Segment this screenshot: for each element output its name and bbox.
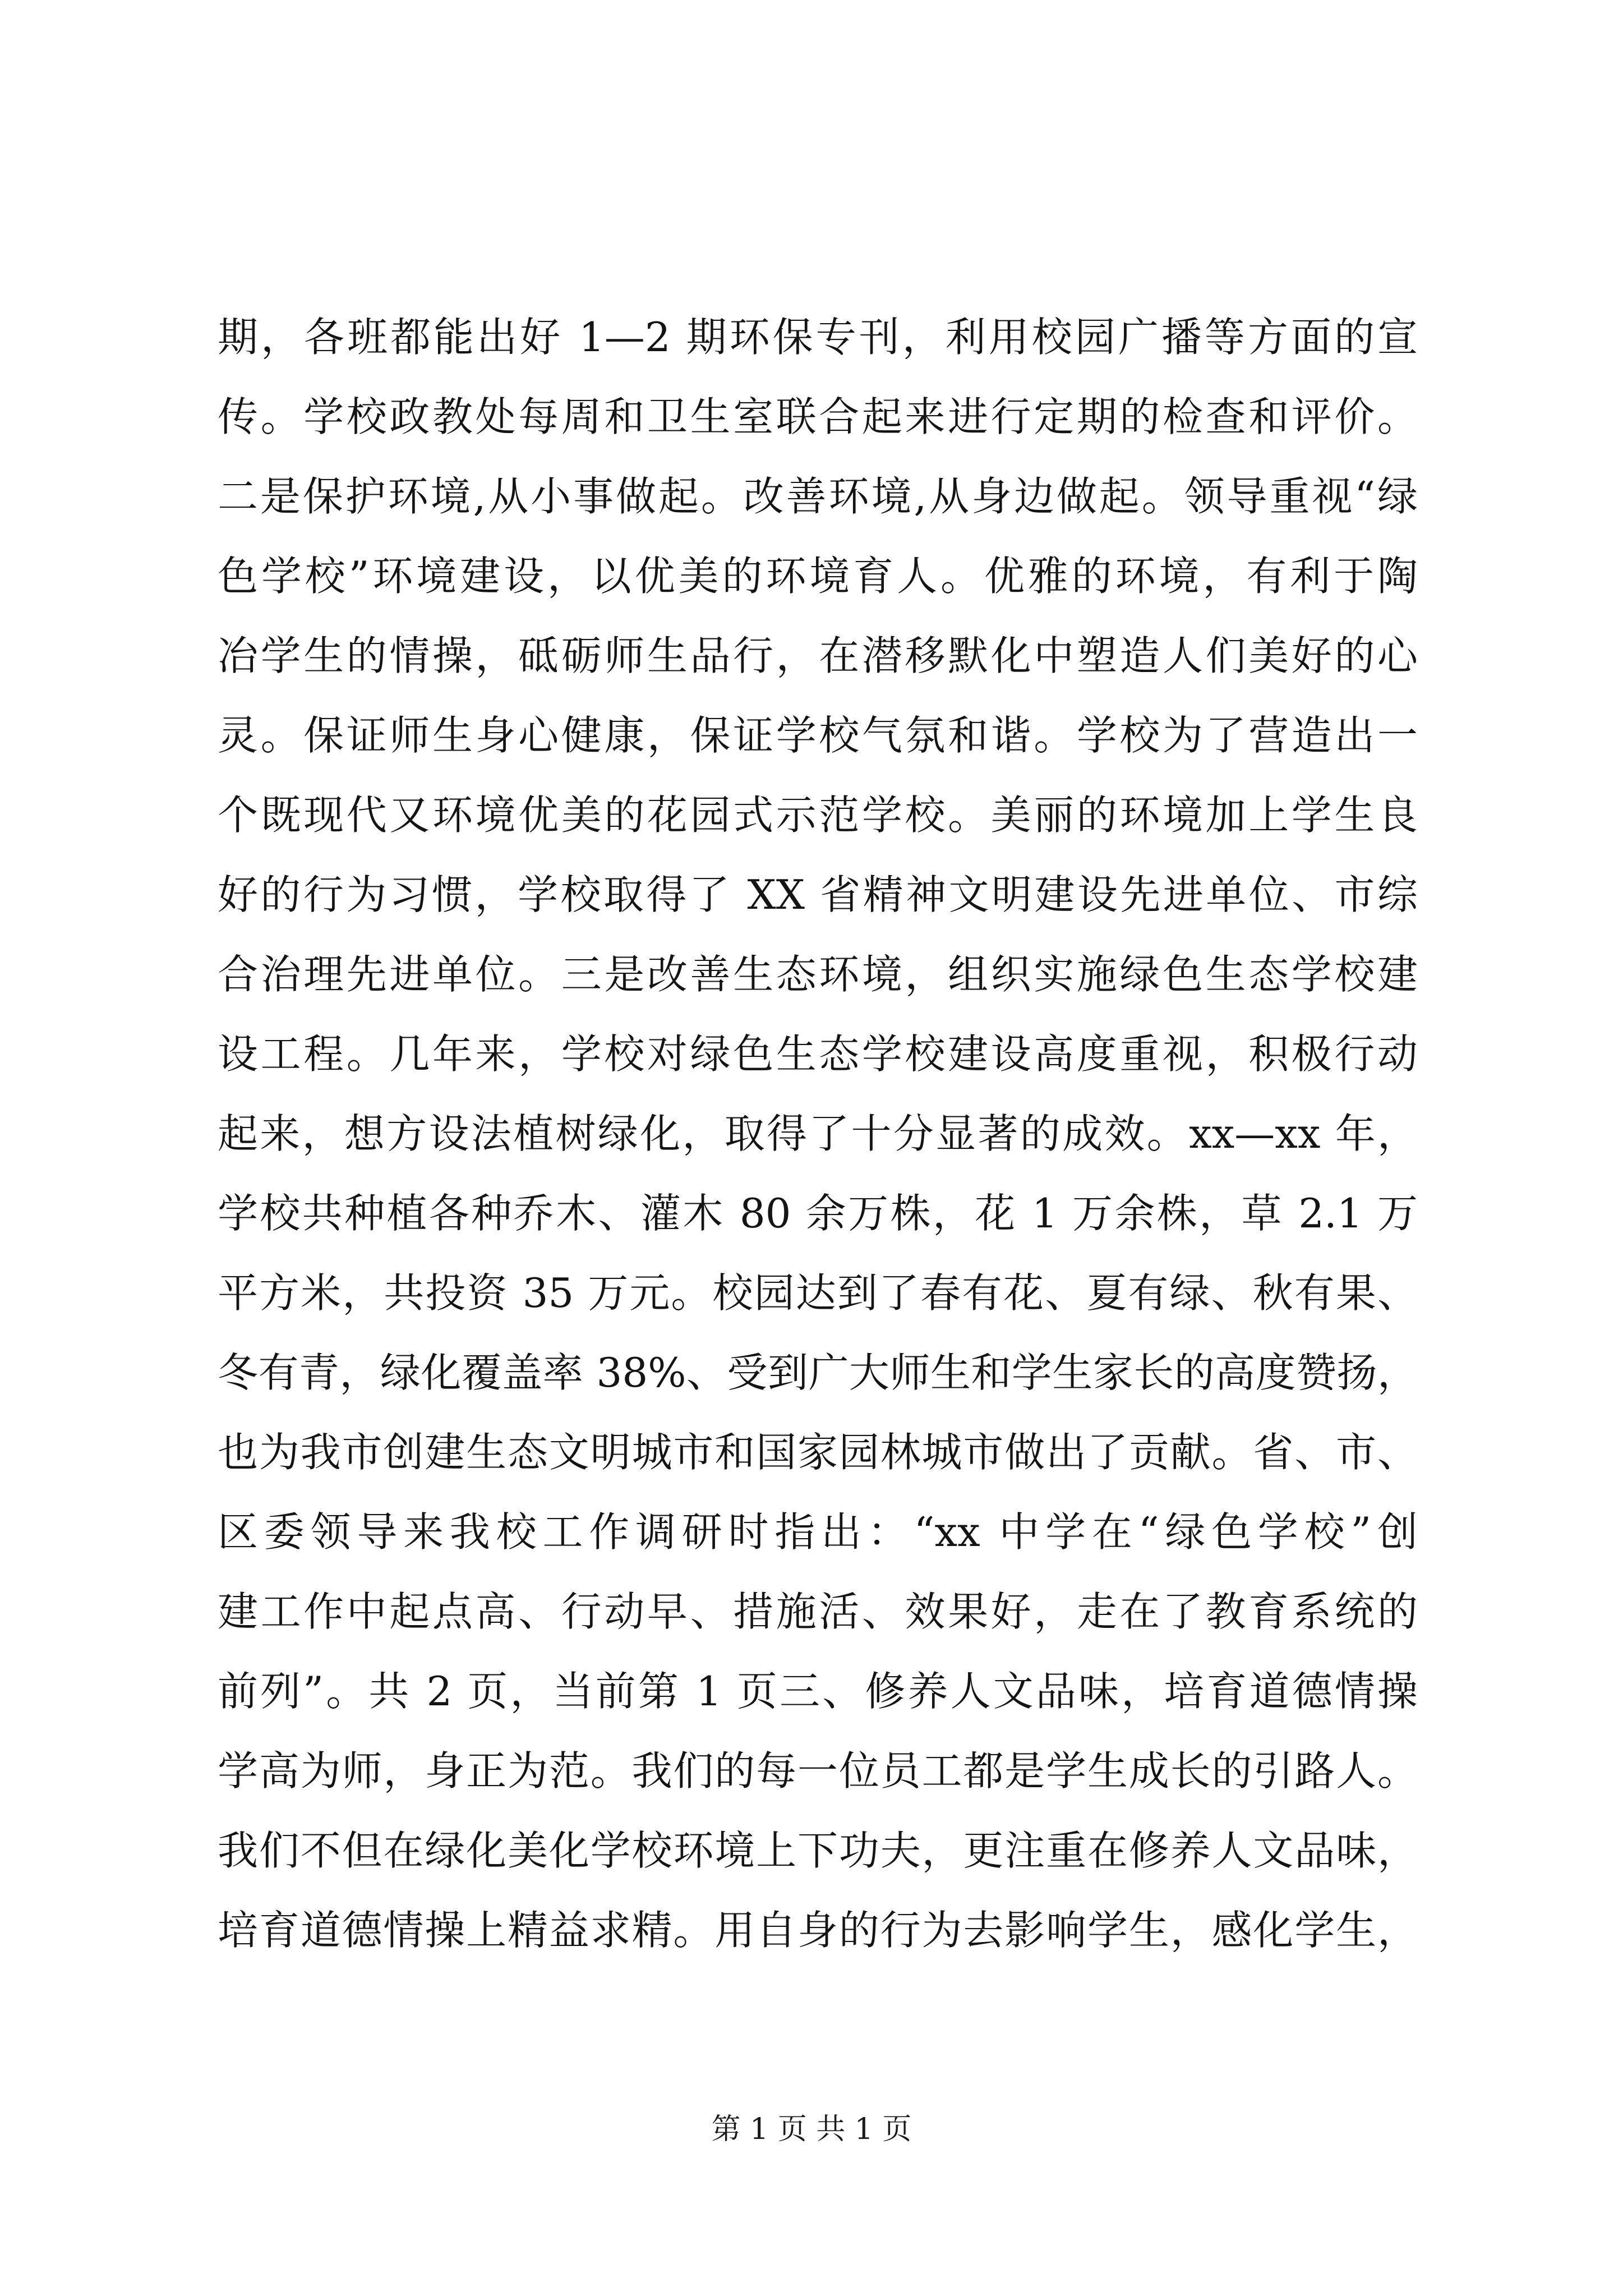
text-line-6: 灵。保证师生身心健康，保证学校气氛和谐。学校为了营造出一 [218, 712, 1418, 759]
text-line-19: 学高为师，身正为范。我们的每一位员工都是学生成长的引路人。 [218, 1747, 1418, 1795]
text-line-15: 也为我市创建生态文明城市和国家园林城市做出了贡献。省、市、 [218, 1429, 1418, 1476]
text-line-12: 学校共种植各种乔木、灌木 80 余万株，花 1 万余株，草 2.1 万 [218, 1190, 1418, 1237]
text-line-14: 冬有青，绿化覆盖率 38%、受到广大师生和学生家长的高度赞扬， [218, 1349, 1418, 1396]
text-line-11: 起来，想方设法植树绿化，取得了十分显著的成效。xx—xx 年， [218, 1110, 1418, 1157]
text-line-9: 合治理先进单位。三是改善生态环境，组织实施绿色生态学校建 [218, 951, 1418, 998]
text-line-18: 前列”。共 2 页，当前第 1 页三、修养人文品味，培育道德情操 [218, 1668, 1418, 1715]
page-footer [0, 2107, 1623, 2152]
text-line-21: 培育道德情操上精益求精。用自身的行为去影响学生，感化学生， [218, 1907, 1418, 1954]
text-line-16: 区委领导来我校工作调研时指出：“xx 中学在“绿色学校”创 [218, 1508, 1418, 1556]
text-line-4: 色学校”环境建设，以优美的环境育人。优雅的环境，有利于陶 [218, 553, 1418, 600]
body-text [218, 297, 1418, 1970]
text-line-10: 设工程。几年来，学校对绿色生态学校建设高度重视，积极行动 [218, 1030, 1418, 1078]
text-line-17: 建工作中起点高、行动早、措施活、效果好，走在了教育系统的 [218, 1588, 1418, 1635]
text-line-1: 期，各班都能出好 1—2 期环保专刊，利用校园广播等方面的宣 [218, 314, 1418, 361]
text-line-3: 二是保护环境,从小事做起。改善环境,从身边做起。领导重视“绿 [218, 473, 1418, 520]
page-number-label: 第 1 页 共 1 页 [711, 2113, 912, 2146]
text-line-7: 个既现代又环境优美的花园式示范学校。美丽的环境加上学生良 [218, 792, 1418, 839]
text-line-13: 平方米，共投资 35 万元。校园达到了春有花、夏有绿、秋有果、 [218, 1269, 1418, 1317]
text-line-2: 传。学校政教处每周和卫生室联合起来进行定期的检查和评价。 [218, 393, 1418, 440]
text-line-20: 我们不但在绿化美化学校环境上下功夫，更注重在修养人文品味， [218, 1827, 1418, 1874]
text-line-5: 冶学生的情操，砥砺师生品行，在潜移默化中塑造人们美好的心 [218, 632, 1418, 679]
text-line-8: 好的行为习惯，学校取得了 XX 省精神文明建设先进单位、市综 [218, 871, 1418, 918]
